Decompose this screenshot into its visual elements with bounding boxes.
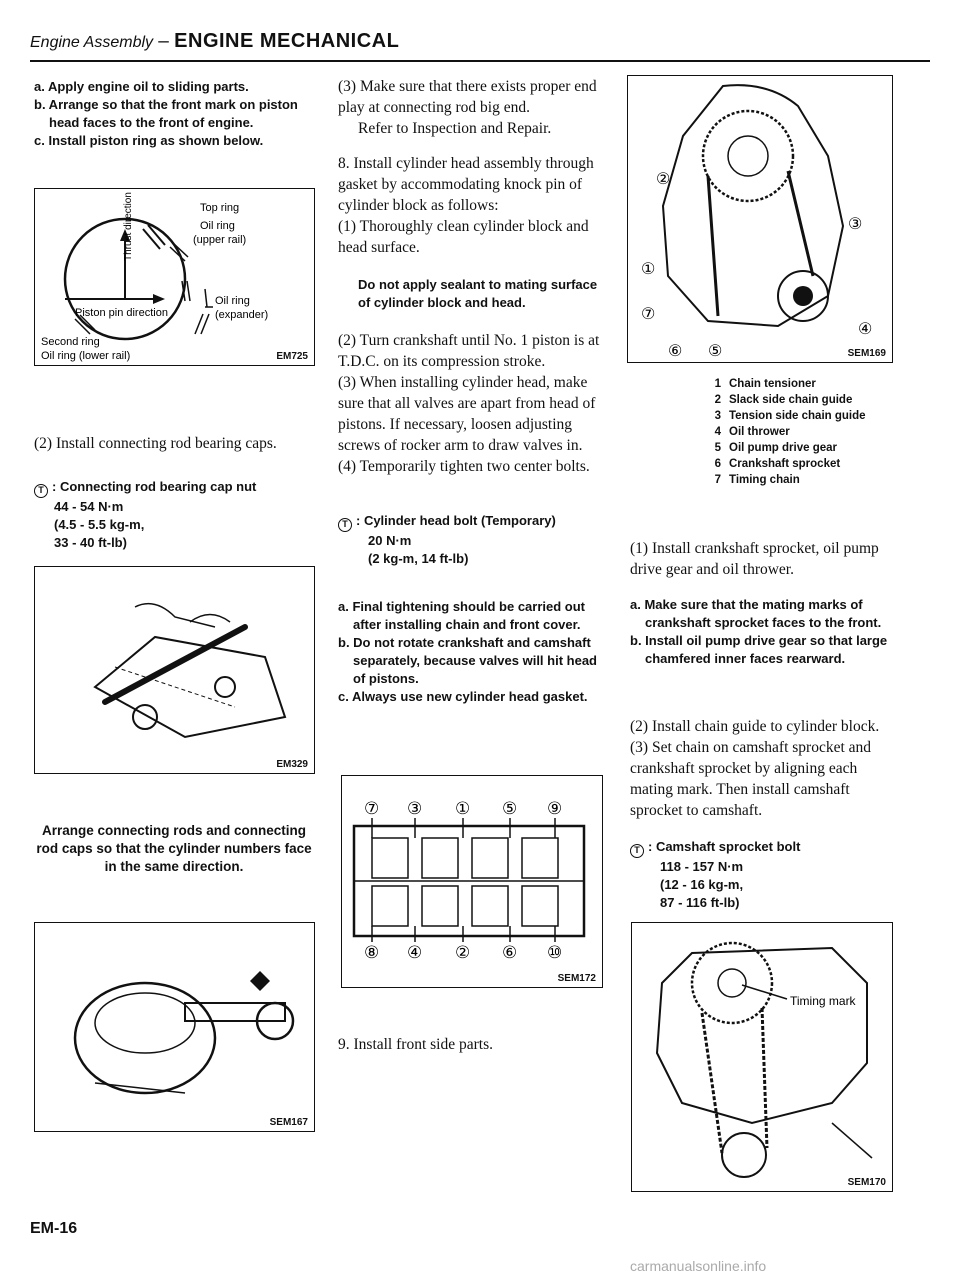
left-step-2: (2) Install connecting rod bearing caps.	[34, 435, 277, 452]
figure-code: EM725	[276, 351, 308, 362]
callout-number: ①	[641, 261, 656, 278]
torque-icon: T	[34, 484, 48, 498]
middle-step-9: 9. Install front side parts.	[338, 1036, 493, 1053]
page-title: ENGINE MECHANICAL	[174, 30, 400, 52]
figure-code: EM329	[276, 759, 308, 770]
bolt-number: ⑩	[547, 943, 563, 962]
timing-mark-figure	[631, 922, 893, 1192]
left-arrange-note: Arrange connecting rods and connecting rod caps so that the cylinder numbers face in the same direction.	[36, 823, 312, 874]
middle-text-2: (2) Turn crankshaft until No. 1 piston is at T.D.C. on its compression stroke. (3) When installing cylinder head, make sure that all valves are apart from head of pistons. If necessary, loosen adjusting screws of rocker arm to draw valves in. (4) Temporarily tighten two center bolts.	[338, 332, 600, 475]
right-notes: a. Make sure that the mating marks of crankshaft sprocket faces to the front. b. Install oil pump drive gear so that large chamfered inner faces rearward.	[630, 597, 888, 666]
header-rule	[30, 60, 930, 62]
middle-notes: a. Final tightening should be carried out after installing chain and front cover. b. Do not rotate crankshaft and camshaft separately, because valves will hit head of pistons. c. Always use new cylinder head gasket.	[338, 599, 597, 704]
callout-number: ⑦	[641, 306, 656, 323]
right-step-1: (1) Install crankshaft sprocket, oil pump drive gear and oil thrower.	[630, 540, 879, 578]
callout-number: ④	[858, 321, 873, 338]
legend-item: 3 Tension side chain guide	[714, 410, 866, 422]
bolt-number: ⑤	[502, 799, 518, 818]
upper-rail-label: (upper rail)	[193, 234, 247, 246]
bolt-number: ④	[407, 943, 423, 962]
piston-pin-direction-label: Piston pin direction	[75, 307, 168, 319]
step-a: a. Apply engine oil to sliding parts.	[34, 79, 249, 94]
callout-number: ⑤	[708, 343, 723, 360]
torque-icon: T	[338, 518, 352, 532]
callout-number: ②	[656, 171, 671, 188]
bolt-number: ⑨	[547, 799, 563, 818]
timing-mark-label: Timing mark	[790, 994, 856, 1008]
callout-number: ⑥	[668, 343, 683, 360]
middle-torque-spec: T : Cylinder head bolt (Temporary) 20 N·m (2 kg-m, 14 ft-lb)	[338, 512, 603, 568]
figure-code: SEM167	[269, 1117, 308, 1128]
figure-code: SEM172	[557, 973, 596, 984]
parts-legend	[705, 376, 905, 488]
right-torque-spec: T : Camshaft sprocket bolt 118 - 157 N·m (12 - 16 kg-m, 87 - 116 ft-lb)	[630, 838, 895, 912]
oil-ring-upper-label: Oil ring	[200, 220, 235, 232]
watermark: carmanualsonline.info	[630, 1258, 767, 1274]
page-header: Engine Assembly – ENGINE MECHANICAL	[30, 30, 400, 52]
bolt-number: ⑦	[364, 799, 380, 818]
figure-code: SEM169	[847, 348, 886, 359]
oil-ring-expander-label: Oil ring	[215, 295, 250, 307]
legend-item: 5 Oil pump drive gear	[714, 442, 837, 454]
torque-icon: T	[630, 844, 644, 858]
bolt-number: ②	[455, 943, 471, 962]
legend-item: 4 Oil thrower	[714, 426, 790, 438]
bolt-number: ⑥	[502, 943, 518, 962]
expander-label: (expander)	[215, 309, 269, 321]
bolt-number: ③	[407, 799, 423, 818]
bolt-number: ①	[455, 799, 471, 818]
legend-item: 7 Timing chain	[714, 474, 800, 486]
thrust-direction-label: Thrust direction	[123, 192, 134, 261]
cylinder-head-bolt-figure	[341, 775, 603, 988]
section-label: Engine Assembly	[30, 34, 154, 51]
lower-rail-label: Oil ring (lower rail)	[41, 350, 131, 362]
figure-code: SEM170	[847, 1177, 886, 1188]
right-text-2: (2) Install chain guide to cylinder block. (3) Set chain on camshaft sprocket and crankshaft sprocket by aligning each mating mark. Then install camshaft sprocket to camshaft.	[630, 718, 880, 819]
legend-item: 1 Chain tensioner	[714, 378, 816, 390]
legend-item: 6 Crankshaft sprocket	[714, 458, 841, 470]
step-b: b. Arrange so that the front mark on piston head faces to the front of engine.	[34, 97, 298, 130]
page-number: EM-16	[30, 1220, 78, 1237]
timing-chain-figure	[627, 75, 893, 363]
step-c: c. Install piston ring as shown below.	[34, 133, 264, 148]
legend-item: 2 Slack side chain guide	[714, 394, 853, 406]
bolt-number: ⑧	[364, 943, 380, 962]
callout-number: ③	[848, 216, 863, 233]
piston-ring-figure	[34, 188, 315, 366]
left-torque-spec: T : Connecting rod bearing cap nut 44 - 54 N·m (4.5 - 5.5 kg-m, 33 - 40 ft-lb)	[34, 478, 314, 552]
connecting-rod-figure	[34, 566, 315, 774]
second-ring-label: Second ring	[41, 336, 100, 348]
piston-rod-figure	[34, 922, 315, 1132]
caution-note: Do not apply sealant to mating surface of cylinder block and head.	[358, 277, 598, 310]
middle-text-1: (3) Make sure that there exists proper end play at connecting rod big end. Refer to Inspection and Repair. 8. Install cylinder head assembly through gasket by accommodating knock pin of cylinder block as follows: (1) Thoroughly clean cylinder block and head surface.	[338, 78, 597, 256]
top-ring-label: Top ring	[200, 202, 240, 214]
left-steps	[34, 78, 314, 150]
